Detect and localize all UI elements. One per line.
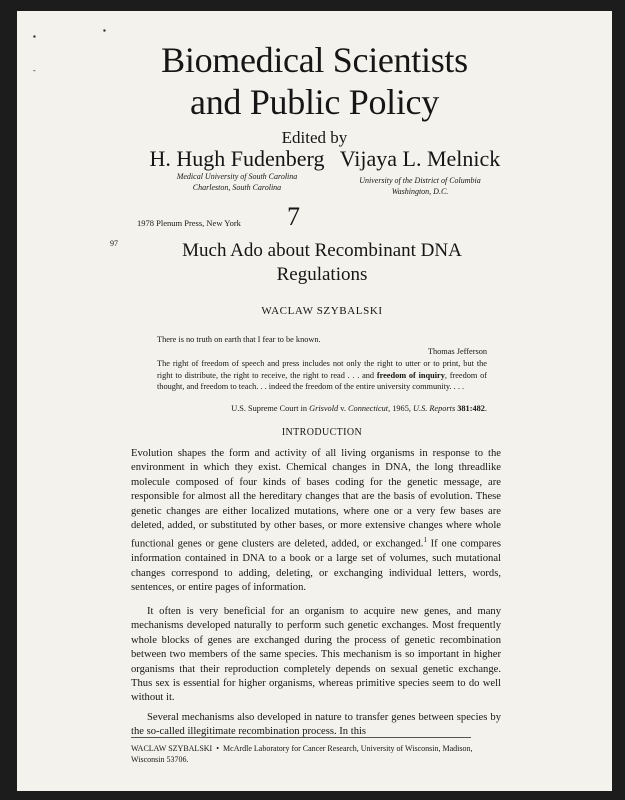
chapter-author: WACLAW SZYBALSKI	[261, 305, 383, 317]
chapter-title: Much Ado about Recombinant DNA Regulations	[182, 240, 462, 285]
edited-by-label: Edited by	[281, 128, 348, 147]
footnote-divider	[131, 737, 471, 738]
registration-mark: ▪	[103, 26, 106, 35]
paragraph-1: Evolution shapes the form and activity of all living organisms in response to the environment in which they exist. Chemical changes in DNA, the long threadlike molecule composed of four kinds of bases coding for the genetic message, are responsible for almost all the hereditary changes that are the basis of evolution. These genetic changes are either localized mutations, where one or a very few bases are deleted, added, or substituted by other bases, or more extensive changes where whole functional genes or gene clusters are deleted, added, or exchanged.$^1$ If one compares information contained in DNA to a book or a large set of volumes, such mutational changes correspond to adding, deleting, or exchanging individual letters, words, sentences, or entire pages of information.	[131, 448, 502, 594]
registration-mark: -	[33, 66, 36, 75]
paragraph-2: It often is very beneficial for an organism to acquire new genes, and many mechanisms developed naturally to perform such genetic exchanges. Most frequently whole blocks of genes are exchanged during the process of genetic recombination between two members of the same species. This mechanism is so important in higher organisms that their reproduction completely depends on sexual genetic exchange. Thus sex is essential for higher organisms, whereas primitive species seem to do well without it.	[131, 606, 501, 704]
epigraph-1-text: There is no truth on earth that I fear to be known.	[157, 335, 321, 344]
editor-name-1: H. Hugh Fudenberg	[149, 146, 325, 171]
footnote-reference: 1	[423, 536, 427, 545]
epigraph-2-text: The right of freedom of speech and press includes not only the right to utter or to print, but the right to distribute, the right to receive, the right to read . . . and freedom of inquiry, freedom of thought, and freedom to teach. . . indeed the freedom of the entire university community. . . .	[157, 359, 488, 391]
section-heading: INTRODUCTION	[281, 427, 363, 438]
book-title-line-2: and Public Policy	[190, 82, 439, 122]
editor-affiliation-1: Medical University of South Carolina Charleston, South Carolina	[176, 172, 298, 192]
document-page	[17, 11, 612, 791]
author-footnote: WACLAW SZYBALSKI • McArdle Laboratory for Cancer Research, University of Wisconsin, Madison, Wisconsin 53706.	[131, 744, 473, 764]
editor-name-2: Vijaya L. Melnick	[339, 146, 501, 171]
chapter-number: 7	[287, 202, 300, 231]
epigraph-1-attribution: Thomas Jefferson	[427, 347, 487, 356]
editor-affiliation-2: University of the District of Columbia Washington, D.C.	[359, 176, 481, 196]
page-number: 97	[110, 239, 118, 248]
paragraph-3: Several mechanisms also developed in nature to transfer genes between species by the so-called illegitimate recombination process. In this	[131, 712, 501, 738]
epigraph-2-attribution: U.S. Supreme Court in Grisvold v. Connecticut, 1965, U.S. Reports 381:482.	[231, 404, 487, 413]
book-title-line-1: Biomedical Scientists	[161, 40, 468, 80]
publisher-line: 1978 Plenum Press, New York	[137, 218, 241, 228]
registration-mark: ▪	[33, 32, 36, 41]
